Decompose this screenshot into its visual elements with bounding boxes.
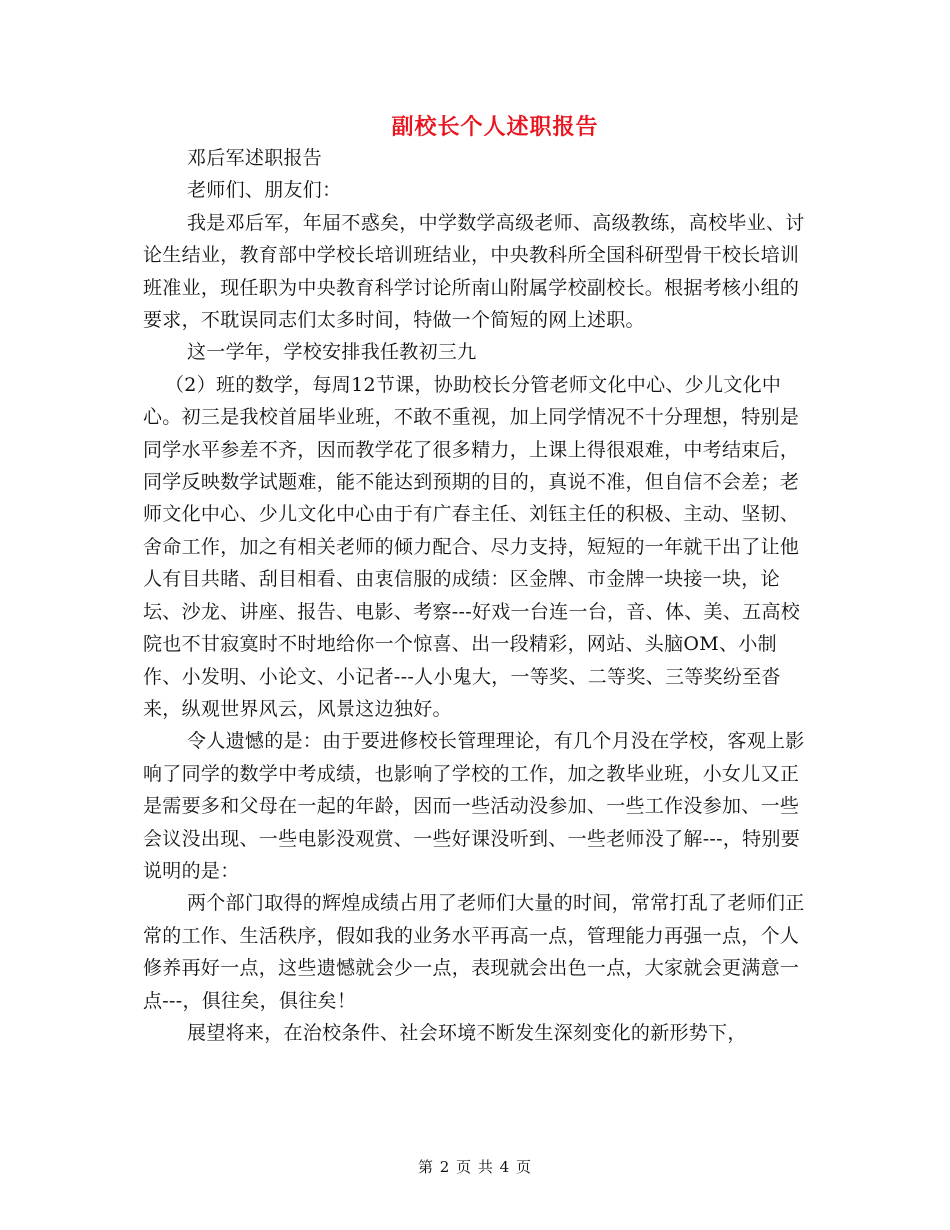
page-number-footer: 第 2 页 共 4 页 xyxy=(418,1158,532,1176)
document-title: 副校长个人述职报告 xyxy=(391,114,599,140)
paragraph-school-year: 这一学年，学校安排我任教初三九 xyxy=(187,341,477,364)
paragraph-greeting: 老师们、朋友们： xyxy=(187,179,342,202)
document-body xyxy=(143,142,813,1049)
paragraph-regrets: 令人遗憾的是：由于要进修校长管理理论，有几个月没在学校，客观上影响了同学的数学中考成绩，也影响了学校的工作，加之教毕业班，小女儿又正是需要多和父母在一起的年龄，因而一些活动没参加、一些工作没参加、一些会议没出现、一些电影没观赏、一些好课没听到、一些老师没了解---，特别要说明的是： xyxy=(143,730,805,882)
paragraph-teaching-work: （2）班的数学，每周12节课，协助校长分管老师文化中心、少儿文化中心。初三是我校首届毕业班，不敢不重视，加上同学情况不十分理想，特别是同学水平参差不齐，因而教学花了很多精力，上课上得很艰难，中考结束后，同学反映数学试题难，能不能达到预期的目的，真说不准，但自信不会差；老师文化中心、少儿文化中心由于有广春主任、刘钰主任的积极、主动、坚韧、舍命工作，加之有相关老师的倾力配合、尽力支持，短短的一年就干出了让他人有目共睹、刮目相看、由衷信服的成绩：区金牌、市金牌一块接一块，论坛、沙龙、讲座、报告、电影、考察---好戏一台连一台，音、体、美、五高校院也不甘寂寞时不时地给你一个惊喜、出一段精彩，网站、头脑OM、小制作、小发明、小论文、小记者---人小鬼大，一等奖、二等奖、三等奖纷至沓来，纵观世界风云，风景这边独好。 xyxy=(143,373,801,720)
paragraph-introduction: 我是邓后军，年届不惑矣，中学数学高级老师、高级教练，高校毕业、讨论生结业，教育部中学校长培训班结业，中央教科所全国科研型骨干校长培训班准业，现任职为中央教育科学讨论所南山附属学校副校长。根据考核小组的要求，不耽误同志们太多时间，特做一个简短的网上述职。 xyxy=(143,211,805,332)
paragraph-departments: 两个部门取得的辉煌成绩占用了老师们大量的时间，常常打乱了老师们正常的工作、生活秩序，假如我的业务水平再高一点，管理能力再强一点，个人修养再好一点，这些遗憾就会少一点，表现就会出色一点，大家就会更满意一点---，俱往矣，俱往矣！ xyxy=(143,892,805,1012)
paragraph-outlook: 展望将来，在治校条件、社会环境不断发生深刻变化的新形势下， xyxy=(187,1021,747,1044)
paragraph-author-line: 邓后军述职报告 xyxy=(187,147,323,169)
